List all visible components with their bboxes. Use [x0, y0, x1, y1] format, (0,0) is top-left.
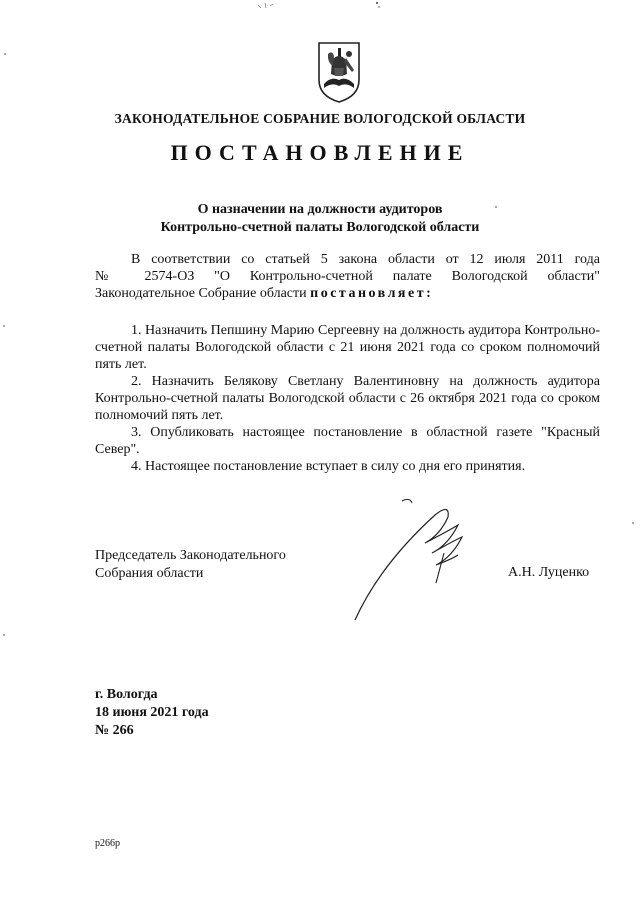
- signatory-position-line-2: Собрания области: [95, 566, 204, 581]
- title-line-1: О назначении на должности аудиторов: [197, 202, 443, 217]
- preamble-subject: Законодательное Собрание области: [95, 286, 307, 301]
- preamble-line-2: № 2574-ОЗ "О Контрольно-счетной палате Вологодской области": [95, 269, 600, 284]
- preamble-line-3: [95, 285, 600, 302]
- title-line-2: Контрольно-счетной палаты Вологодской области: [160, 220, 480, 235]
- coat-of-arms-emblem: [316, 40, 362, 104]
- signatory-name: А.Н. Луценко: [508, 565, 590, 580]
- preamble: [95, 251, 600, 302]
- resolution-items: [95, 322, 600, 475]
- organization-name: ЗАКОНОДАТЕЛЬНОЕ СОБРАНИЕ ВОЛОГОДСКОЙ ОБЛАСТИ: [114, 111, 526, 126]
- resolution-item-4: 4. Настоящее постановление вступает в силу со дня его принятия.: [131, 459, 526, 474]
- city: г. Вологда: [95, 687, 158, 702]
- resolution-item-1: 1. Назначить Пепшину Марию Сергеевну на должность аудитора Контрольно-счетной палаты Вологодской области с 21 июня 2021 года со сроком полномочий пять лет.: [95, 323, 600, 372]
- preamble-line-1: В соответствии со статьей 5 закона области от 12 июля 2011 года: [131, 252, 600, 267]
- document-number: № 266: [95, 723, 134, 738]
- resolution-item-2: 2. Назначить Белякову Светлану Валентиновну на должность аудитора Контрольно-счетной палаты Вологодской области с 26 октября 2021 года со сроком полномочий пять лет.: [95, 374, 600, 423]
- document-type: ПОСТАНОВЛЕНИЕ: [170, 140, 470, 165]
- place-date-number: [95, 686, 209, 740]
- decision-word: постановляет:: [310, 286, 434, 301]
- signatory-position: [95, 547, 286, 583]
- signatory-position-line-1: Председатель Законодательного: [95, 548, 286, 563]
- handwritten-signature: [340, 495, 480, 635]
- resolution-item-3: 3. Опубликовать настоящее постановление в областной газете "Красный Север".: [95, 425, 600, 457]
- document-date: 18 июня 2021 года: [95, 705, 209, 720]
- document-code: р266р: [95, 838, 120, 849]
